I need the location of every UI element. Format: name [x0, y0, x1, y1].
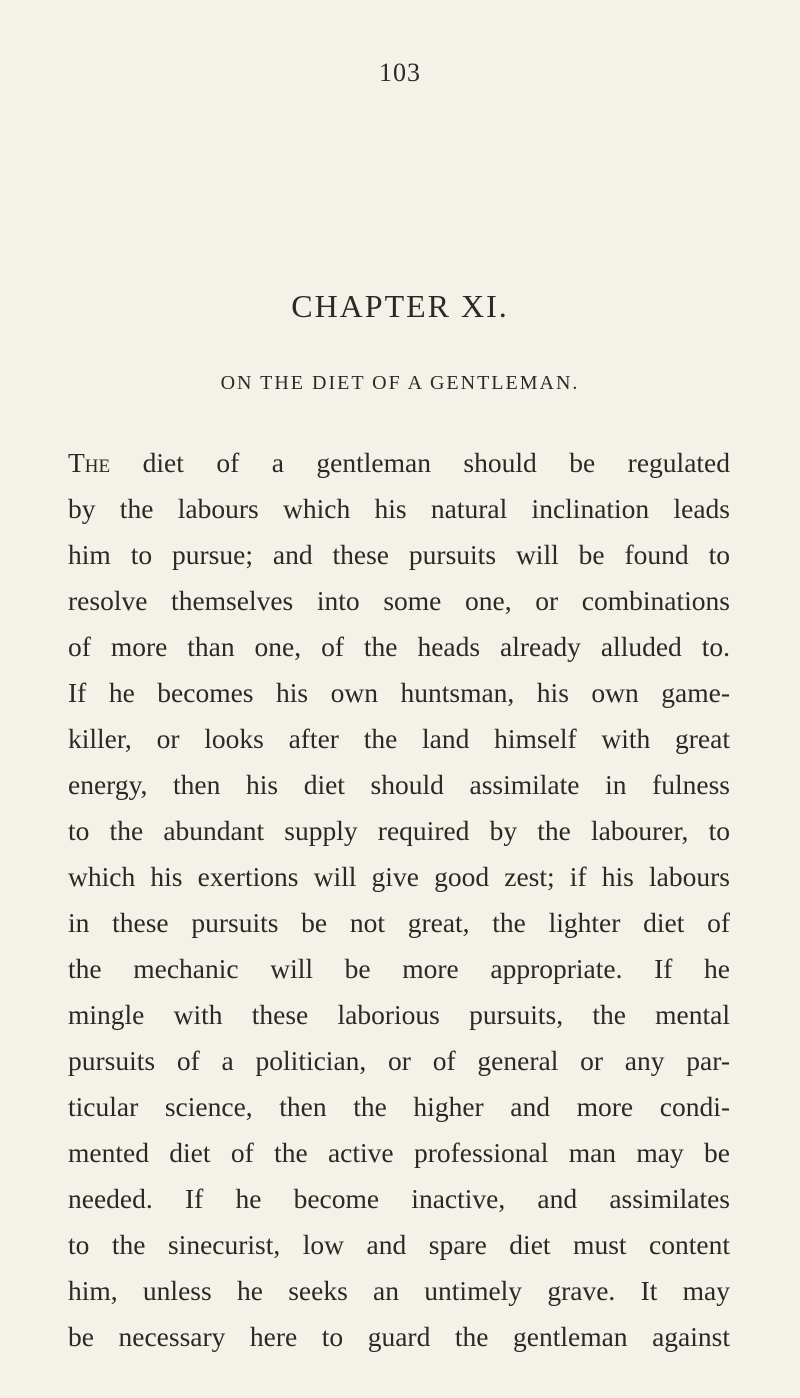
text-line: in these pursuits be not great, the lighter diet of	[68, 907, 730, 938]
text-line: of more than one, of the heads already alluded to.	[68, 631, 730, 662]
text-line: which his exertions will give good zest; if his labours	[68, 861, 730, 892]
text-line: pursuits of a politician, or of general or any par-	[68, 1045, 730, 1076]
text-line	[68, 440, 730, 486]
text-line: needed. If he become inactive, and assimilates	[68, 1183, 730, 1214]
text-line: be necessary here to guard the gentleman against	[68, 1321, 730, 1352]
first-word: The	[68, 447, 111, 478]
text-line: to the abundant supply required by the labourer, to	[68, 815, 730, 846]
text-line: energy, then his diet should assimilate in fulness	[68, 769, 730, 800]
body-text	[68, 440, 730, 1360]
text-line: mingle with these laborious pursuits, the mental	[68, 999, 730, 1030]
text-line: killer, or looks after the land himself with great	[68, 723, 730, 754]
text-line: mented diet of the active professional man may be	[68, 1137, 730, 1168]
text-line: him to pursue; and these pursuits will be found to	[68, 539, 730, 570]
chapter-title: CHAPTER XI.	[291, 288, 509, 324]
text-line: ticular science, then the higher and more condi-	[68, 1091, 730, 1122]
text-line: him, unless he seeks an untimely grave. It may	[68, 1275, 730, 1306]
text-line-content: diet of a gentleman should be regulated	[110, 447, 730, 478]
text-line: to the sinecurist, low and spare diet must content	[68, 1229, 730, 1260]
page-number: 103	[379, 58, 421, 87]
text-line: resolve themselves into some one, or combinations	[68, 585, 730, 616]
text-line: If he becomes his own huntsman, his own game-	[68, 677, 730, 708]
text-line: the mechanic will be more appropriate. If he	[68, 953, 730, 984]
chapter-subtitle: ON THE DIET OF A GENTLEMAN.	[220, 372, 580, 394]
text-line: by the labours which his natural inclination leads	[68, 493, 730, 524]
